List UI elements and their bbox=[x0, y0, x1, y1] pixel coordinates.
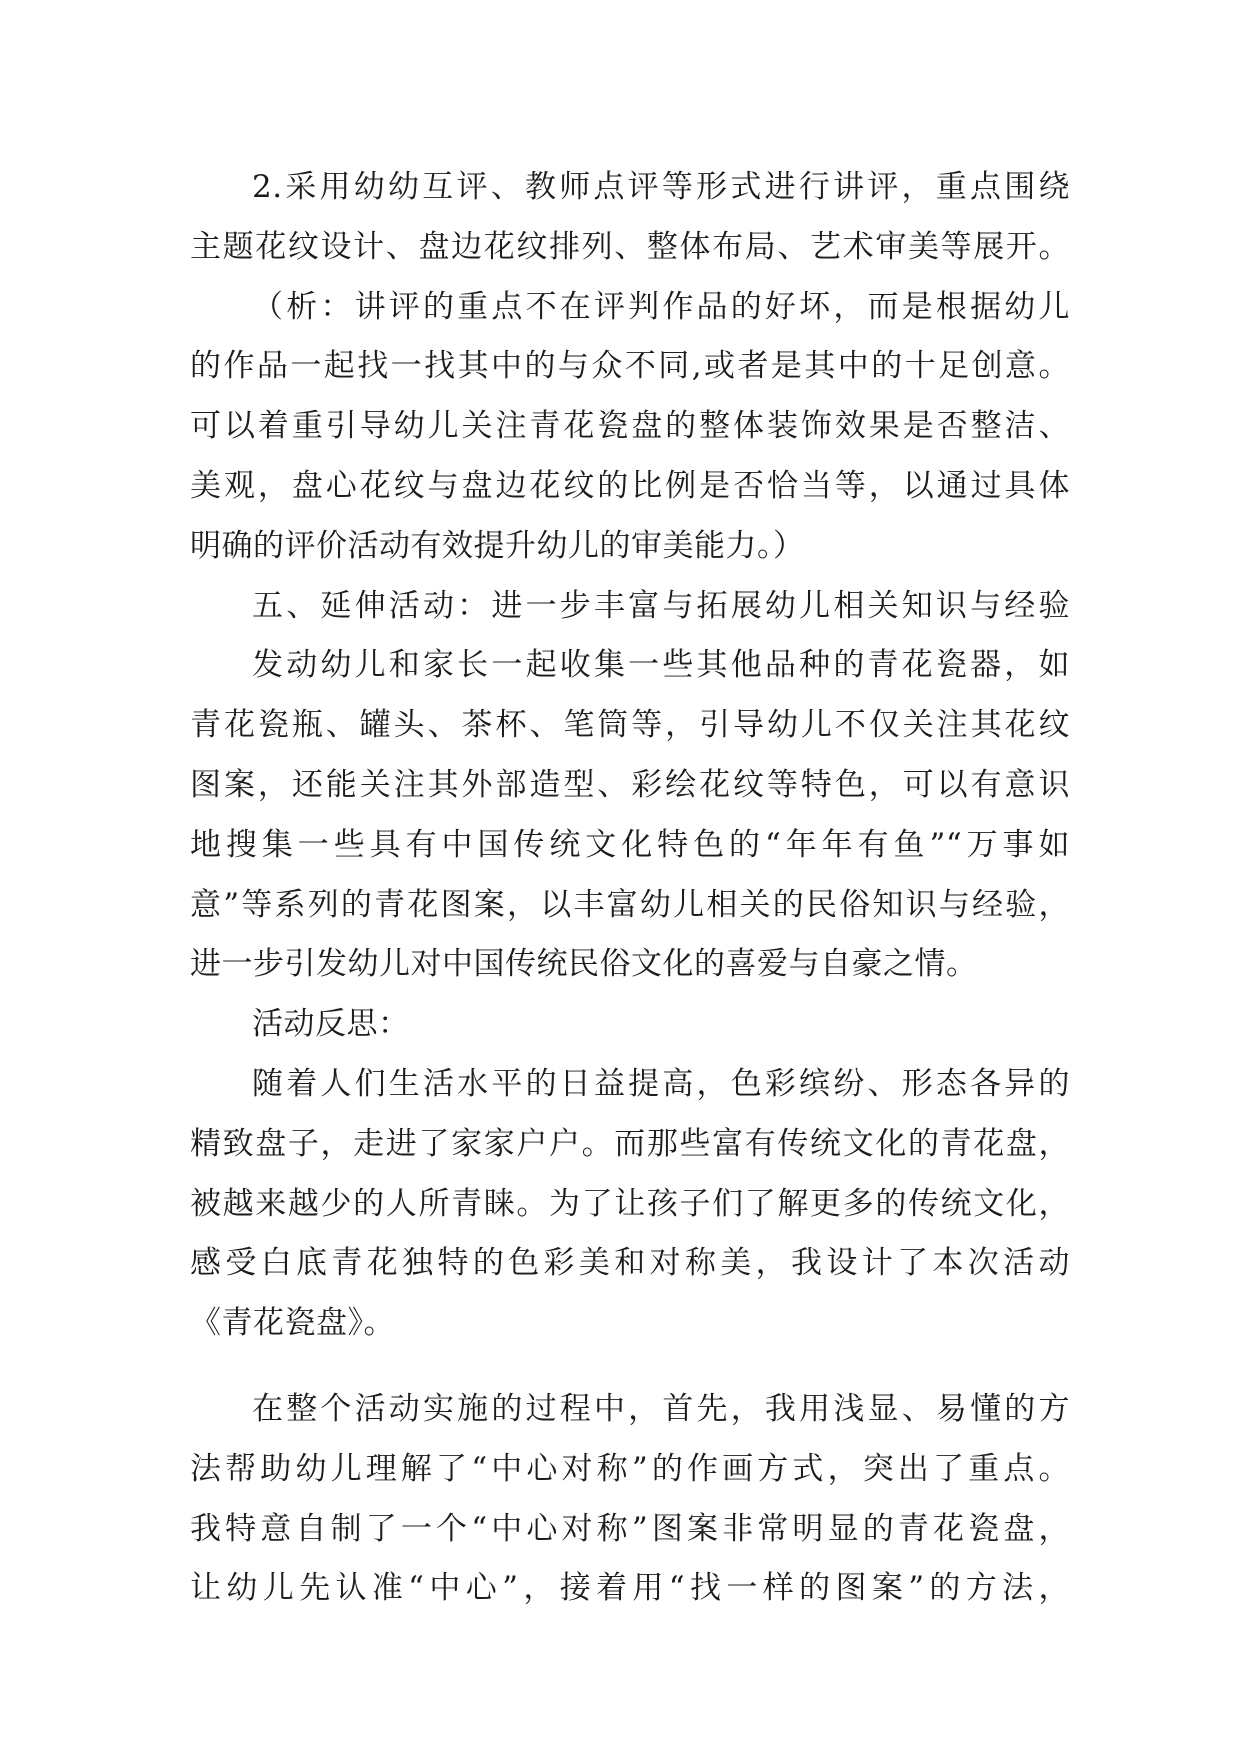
paragraph-line: 青花瓷瓶、罐头、茶杯、笔筒等，引导幼儿不仅关注其花纹 bbox=[190, 707, 1070, 744]
paragraph-line: 2.采用幼幼互评、教师点评等形式进行讲评，重点围绕 bbox=[252, 169, 1070, 205]
section-heading: 五、延伸活动：进一步丰富与拓展幼儿相关知识与经验 bbox=[252, 587, 1070, 624]
paragraph-line: 意”等系列的青花图案，以丰富幼儿相关的民俗知识与经验， bbox=[190, 886, 1070, 923]
paragraph-line: 被越来越少的人所青睐。为了让孩子们了解更多的传统文化， bbox=[190, 1185, 1070, 1222]
paragraph-line: 可以着重引导幼儿关注青花瓷盘的整体装饰效果是否整洁、 bbox=[190, 408, 1070, 445]
paragraph-line: 在整个活动实施的过程中，首先，我用浅显、易懂的方 bbox=[252, 1390, 1070, 1427]
paragraph-line: 感受白底青花独特的色彩美和对称美，我设计了本次活动 bbox=[190, 1245, 1070, 1282]
paragraph-line: 的作品一起找一找其中的与众不同,或者是其中的十足创意。 bbox=[190, 348, 1070, 385]
paragraph-line: 美观，盘心花纹与盘边花纹的比例是否恰当等，以通过具体 bbox=[190, 467, 1070, 504]
paragraph-line: 随着人们生活水平的日益提高，色彩缤纷、形态各异的 bbox=[252, 1065, 1070, 1102]
paragraph-line: 法帮助幼儿理解了“中心对称”的作画方式，突出了重点。 bbox=[190, 1450, 1070, 1487]
paragraph-line: 《青花瓷盘》。 bbox=[190, 1305, 395, 1342]
paragraph-line: 地搜集一些具有中国传统文化特色的“年年有鱼”“万事如 bbox=[190, 826, 1070, 863]
paragraph-line: （析：讲评的重点不在评判作品的好坏，而是根据幼儿 bbox=[252, 288, 1070, 325]
paragraph-line: 让幼儿先认准“中心”，接着用“找一样的图案”的方法， bbox=[190, 1570, 1070, 1607]
paragraph-line: 精致盘子，走进了家家户户。而那些富有传统文化的青花盘， bbox=[190, 1125, 1070, 1162]
paragraph-gap bbox=[190, 1354, 1070, 1380]
paragraph-line: 明确的评价活动有效提升幼儿的审美能力。） bbox=[190, 527, 805, 564]
paragraph-line: 发动幼儿和家长一起收集一些其他品种的青花瓷器，如 bbox=[252, 647, 1070, 684]
paragraph-line: 我特意自制了一个“中心对称”图案非常明显的青花瓷盘， bbox=[190, 1510, 1070, 1547]
paragraph-line: 图案，还能关注其外部造型、彩绘花纹等特色，可以有意识 bbox=[190, 766, 1070, 803]
paragraph-line: 主题花纹设计、盘边花纹排列、整体布局、艺术审美等展开。 bbox=[190, 228, 1070, 265]
document-body bbox=[190, 158, 1070, 1619]
paragraph-line: 进一步引发幼儿对中国传统民俗文化的喜爱与自豪之情。 bbox=[190, 946, 978, 983]
section-heading: 活动反思： bbox=[252, 1006, 410, 1043]
